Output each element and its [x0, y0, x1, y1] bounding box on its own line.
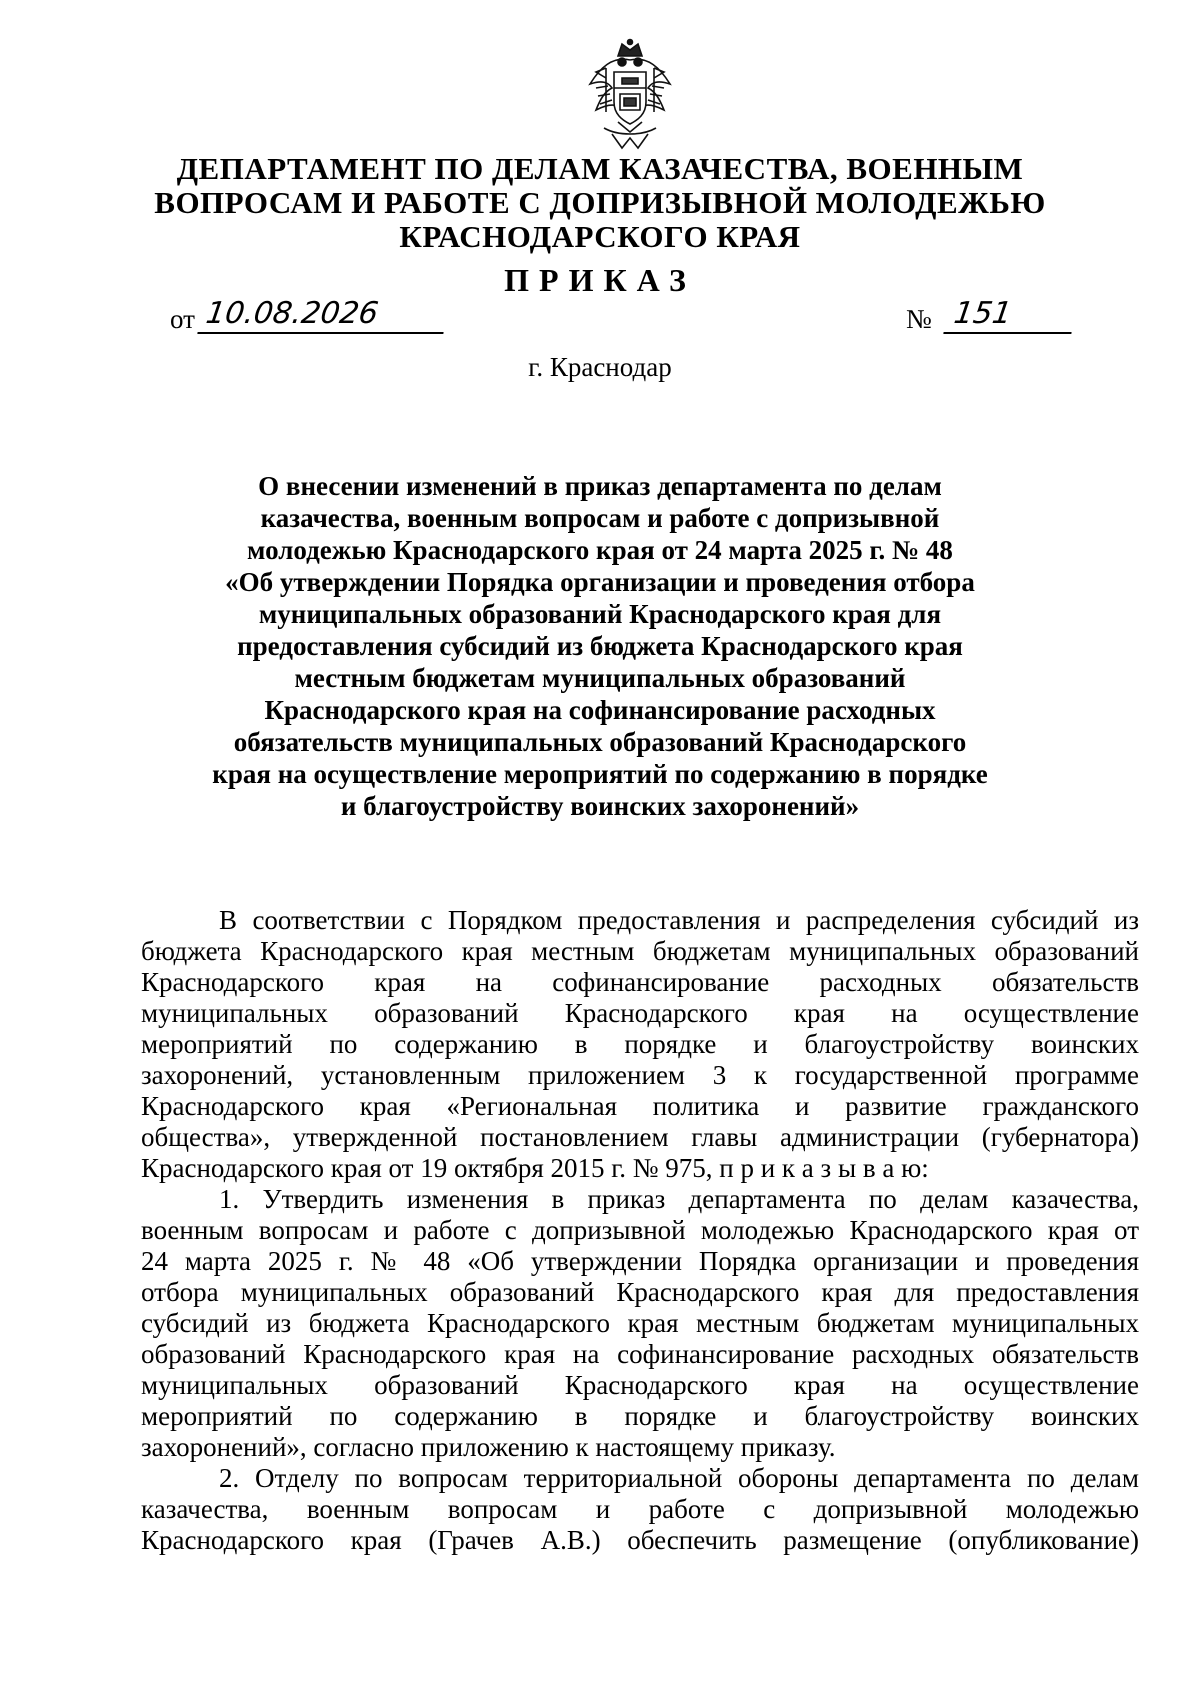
handwritten-number: 151 — [943, 296, 1076, 334]
heading-line: края на осуществление мероприятий по содержанию в порядке — [212, 759, 988, 789]
document-heading — [200, 470, 1000, 822]
heading-line: О внесении изменений в приказ департамента по делам — [258, 471, 942, 501]
body-line: мероприятий по содержанию в порядке и благоустройству воинских — [141, 1401, 1139, 1431]
department-title-line: ДЕПАРТАМЕНТ ПО ДЕЛАМ КАЗАЧЕСТВА, ВОЕННЫМ — [176, 151, 1024, 186]
body-line: захоронений», согласно приложению к настоящему приказу. — [141, 1432, 836, 1462]
body-line: казачества, военным вопросам и работе с допризывной молодежью — [141, 1494, 1139, 1524]
heading-line: молодежью Краснодарского края от 24 марта 2025 г. № 48 — [247, 535, 953, 565]
department-title-line: КРАСНОДАРСКОГО КРАЯ — [399, 219, 801, 254]
body-line: военным вопросам и работе с допризывной молодежью Краснодарского края от — [141, 1215, 1139, 1245]
heading-line: «Об утверждении Порядка организации и проведения отбора — [225, 567, 975, 597]
number-label: № — [906, 304, 932, 334]
body-line: образований Краснодарского края на софинансирование расходных обязательств — [141, 1339, 1139, 1369]
body-line: муниципальных образований Краснодарского края на осуществление — [141, 1370, 1139, 1400]
body-line: Краснодарского края «Региональная политика и развитие гражданского — [141, 1091, 1139, 1121]
department-title — [100, 152, 1100, 254]
city: г. Краснодар — [528, 352, 672, 382]
heading-line: местным бюджетам муниципальных образований — [294, 663, 906, 693]
body-line: Краснодарского края от 19 октября 2015 г. № 975, п р и к а з ы в а ю: — [141, 1153, 929, 1183]
heading-line: казачества, военным вопросам и работе с допризывной — [260, 503, 940, 533]
body-line: мероприятий по содержанию в порядке и благоустройству воинских — [141, 1029, 1139, 1059]
body-line: общества», утвержденной постановлением главы администрации (губернатора) — [141, 1122, 1139, 1152]
document-type: ПРИКАЗ — [504, 262, 696, 298]
body-line: 2. Отделу по вопросам территориальной обороны департамента по делам — [219, 1463, 1139, 1493]
body-line: отбора муниципальных образований Краснодарского края для предоставления — [141, 1277, 1139, 1307]
handwritten-date: 10.08.2026 — [197, 296, 448, 334]
body-line: захоронений, установленным приложением 3 к государственной программе — [141, 1060, 1139, 1090]
body-line: субсидий из бюджета Краснодарского края местным бюджетам муниципальных — [141, 1308, 1139, 1338]
body-line: 24 марта 2025 г. № 48 «Об утверждении Порядка организации и проведения — [141, 1246, 1139, 1276]
date-label: от — [170, 304, 195, 334]
body-line: Краснодарского края на софинансирование расходных обязательств — [141, 967, 1139, 997]
body-line: Краснодарского края (Грачев А.В.) обеспечить размещение (опубликование) — [141, 1525, 1139, 1555]
coat-of-arms-icon — [582, 38, 678, 154]
body-line: муниципальных образований Краснодарского края на осуществление — [141, 998, 1139, 1028]
heading-line: и благоустройству воинских захоронений» — [340, 791, 860, 821]
document-body — [141, 905, 1139, 1556]
body-line: 1. Утвердить изменения в приказ департамента по делам казачества, — [219, 1184, 1139, 1214]
heading-line: обязательств муниципальных образований Краснодарского — [233, 727, 967, 757]
heading-line: Краснодарского края на софинансирование расходных — [264, 695, 936, 725]
heading-line: предоставления субсидий из бюджета Краснодарского края — [237, 631, 963, 661]
body-line: В соответствии с Порядком предоставления и распределения субсидий из — [219, 905, 1139, 935]
department-title-line: ВОПРОСАМ И РАБОТЕ С ДОПРИЗЫВНОЙ МОЛОДЕЖЬЮ — [154, 185, 1046, 220]
body-line: бюджета Краснодарского края местным бюджетам муниципальных образований — [141, 936, 1139, 966]
heading-line: муниципальных образований Краснодарского края для — [258, 599, 942, 629]
